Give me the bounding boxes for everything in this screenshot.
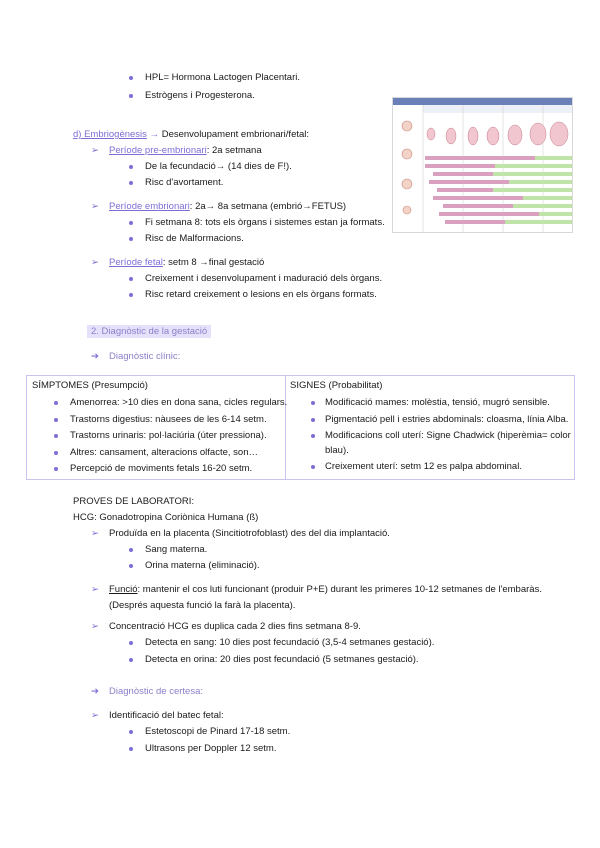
hcg-function-line2: (Després aquesta funció la farà la placenta). — [109, 600, 296, 611]
pre-item: De la fecundació→ (14 dies de F!). — [145, 161, 292, 172]
sign-item-continued: blau). — [325, 445, 349, 456]
hcg-concentration: Concentració HCG es duplica cada 2 dies fins setmana 8-9. — [109, 621, 361, 632]
function-rest: : mantenir el cos luti funcionant (produir P+E) durant les primeres 10-12 setmanes de l'embaràs. — [137, 584, 542, 595]
bullet-icon — [54, 418, 58, 422]
bullet-icon — [129, 747, 133, 751]
embryo-development-diagram — [392, 97, 573, 233]
chevron-icon: ➢ — [91, 145, 99, 156]
embryogenesis-heading — [73, 129, 309, 140]
period-embryo-label: Període embrionari — [109, 201, 190, 212]
fetal-item: Creixement i desenvolupament i maduració dels òrgans. — [145, 273, 383, 284]
pre-item: Risc d'avortament. — [145, 177, 224, 188]
heartbeat-item: Ultrasons per Doppler 12 setm. — [145, 743, 277, 754]
bullet-icon — [129, 181, 133, 185]
embryo-item: Risc de Malformacions. — [145, 233, 244, 244]
embryo-item: Fi setmana 8: tots els òrgans i sistemes estan ja formats. — [145, 217, 385, 228]
bullet-icon — [311, 434, 315, 438]
hcg-produced: Produïda en la placenta (Sincitiotrofoblast) des del dia implantació. — [109, 528, 390, 539]
bullet-icon — [129, 641, 133, 645]
section-heading-diagnostic: 2. Diagnòstic de la gestació — [87, 325, 211, 338]
chevron-icon: ➢ — [91, 621, 99, 632]
bullet-icon — [54, 401, 58, 405]
symptom-item: Trastorns urinaris: pol·laciúria (úter pressiona). — [70, 430, 267, 441]
bullet-icon — [311, 401, 315, 405]
chevron-icon: ➢ — [91, 584, 99, 595]
heartbeat-item: Estetoscopi de Pinard 17-18 setm. — [145, 726, 291, 737]
certainty-diagnosis-heading: Diagnòstic de certesa: — [109, 686, 203, 697]
chevron-icon: ➢ — [91, 528, 99, 539]
bullet-icon — [54, 467, 58, 471]
bullet-icon — [129, 165, 133, 169]
period-fetal-label: Període fetal — [109, 257, 163, 268]
fetal-item: Risc retard creixement o lesions en els òrgans formats. — [145, 289, 377, 300]
period-embryo — [109, 201, 346, 212]
bullet-icon — [129, 221, 133, 225]
hcg-produced-item: Orina materna (eliminació). — [145, 560, 260, 571]
symptom-item: Percepció de moviments fetals 16-20 setm. — [70, 463, 253, 474]
symptom-item: Trastorns digestius: nàusees de les 6-14 setm. — [70, 414, 267, 425]
sign-item: Creixement uterí: setm 12 es palpa abdominal. — [325, 461, 522, 472]
bullet-icon — [129, 548, 133, 552]
symptom-item: Altres: cansament, alteracions olfacte, son… — [70, 447, 258, 458]
period-pre — [109, 145, 262, 156]
estrogens-text: Estrògens i Progesterona. — [145, 90, 255, 101]
bullet-icon — [129, 658, 133, 662]
fetal-heartbeat: Identificació del batec fetal: — [109, 710, 224, 721]
sign-item: Pigmentació pell i estries abdominals: cloasma, línia Alba. — [325, 414, 569, 425]
bullet-icon — [129, 76, 133, 80]
period-fetal — [109, 257, 264, 268]
bullet-icon — [129, 237, 133, 241]
hpl-text: HPL= Hormona Lactogen Placentari. — [145, 72, 300, 83]
symptoms-header: SÍMPTOMES (Presumpció) — [32, 380, 148, 391]
bullet-icon — [54, 451, 58, 455]
bullet-icon — [311, 418, 315, 422]
symptom-item: Amenorrea: >10 dies en dona sana, cicles regulars. — [70, 397, 288, 408]
hcg-function — [109, 584, 542, 595]
clinical-diagnosis-heading: Diagnòstic clínic: — [109, 351, 181, 362]
bullet-icon — [129, 293, 133, 297]
function-label: Funció — [109, 584, 138, 595]
arrow-right-icon: ➔ — [91, 351, 99, 362]
embryo-chart-svg — [393, 98, 572, 232]
hcg-produced-item: Sang materna. — [145, 544, 208, 555]
arrow-icon: → — [149, 129, 160, 140]
signs-header: SIGNES (Probabilitat) — [290, 380, 383, 391]
chevron-icon: ➢ — [91, 710, 99, 721]
period-pre-label: Període pre-embrionari — [109, 145, 207, 156]
embryogenesis-rest: Desenvolupament embrionari/fetal: — [159, 129, 310, 140]
sign-item: Modificacions coll uterí: Signe Chadwick (hiperèmia= color — [325, 430, 571, 441]
period-embryo-rest: : 2a→ 8a setmana (embrió→FETUS) — [189, 201, 347, 212]
bullet-icon — [54, 434, 58, 438]
lab-title: PROVES DE LABORATORI: — [73, 496, 195, 507]
bullet-icon — [129, 94, 133, 98]
period-fetal-rest: : setm 8 →final gestació — [162, 257, 265, 268]
chevron-icon: ➢ — [91, 257, 99, 268]
hcg-conc-item: Detecta en sang: 10 dies post fecundació (3,5-4 setmanes gestació). — [145, 637, 435, 648]
bullet-icon — [311, 465, 315, 469]
bullet-icon — [129, 564, 133, 568]
bullet-icon — [129, 277, 133, 281]
hcg-conc-item: Detecta en orina: 20 dies post fecundació (5 setmanes gestació). — [145, 654, 419, 665]
bullet-icon — [129, 730, 133, 734]
embryogenesis-label: d) Embriogènesis — [73, 129, 147, 140]
hcg-title: HCG: Gonadotropina Coriònica Humana (ß) — [73, 512, 259, 523]
arrow-right-icon: ➔ — [91, 686, 99, 697]
chevron-icon: ➢ — [91, 201, 99, 212]
period-pre-rest: : 2a setmana — [206, 145, 262, 156]
sign-item: Modificació mames: molèstia, tensió, mugró sensible. — [325, 397, 550, 408]
